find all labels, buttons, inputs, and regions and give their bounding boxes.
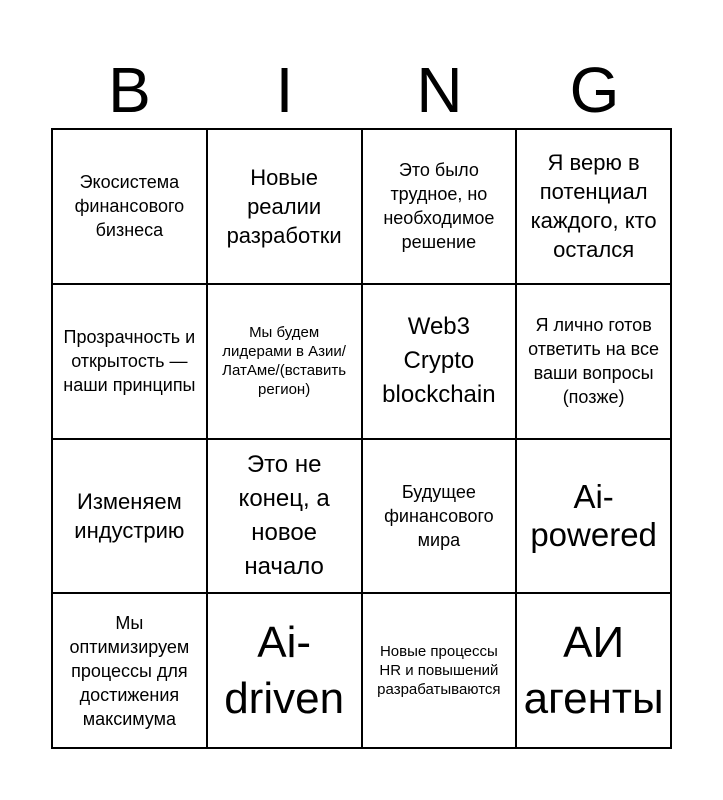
bingo-board xyxy=(51,128,672,749)
bingo-cell-text: Я лично готов ответить на все ваши вопросы (позже) xyxy=(528,315,660,408)
bingo-cell-r2c2[interactable] xyxy=(208,285,363,440)
bingo-cell-r4c1[interactable] xyxy=(53,594,208,749)
bingo-cell-r1c3[interactable] xyxy=(363,130,518,285)
bingo-cell-text: АИ агенты xyxy=(523,617,664,723)
bingo-cell-r1c4[interactable] xyxy=(517,130,672,285)
bingo-cell-text: Ai-powered xyxy=(530,477,657,553)
bingo-cell-r3c3[interactable] xyxy=(363,440,518,595)
bingo-cell-r3c4[interactable] xyxy=(517,440,672,595)
bingo-cell-text: Прозрачность и открытость — наши принципы xyxy=(63,327,196,396)
bingo-cell-text: Новые реалии разработки xyxy=(226,164,342,248)
bingo-cell-text: Я верю в потенциал каждого, кто остался xyxy=(530,150,657,263)
bingo-cell-r2c3[interactable] xyxy=(363,285,518,440)
bingo-cell-text: Экосистема финансового бизнеса xyxy=(74,172,185,241)
bingo-cell-text: Будущее финансового мира xyxy=(384,481,494,550)
header-letter-n: N xyxy=(416,54,463,126)
header-letter-g: G xyxy=(569,54,620,126)
bingo-cell-text: Это не конец, а новое начало xyxy=(238,450,330,580)
header-letter-i: I xyxy=(275,54,294,126)
bingo-cell-text: Ai-driven xyxy=(224,617,345,723)
bingo-cell-text: Это было трудное, но необходимое решение xyxy=(383,160,495,253)
bingo-cell-r2c1[interactable] xyxy=(53,285,208,440)
bingo-header xyxy=(52,52,672,128)
bingo-cell-r1c2[interactable] xyxy=(208,130,363,285)
bingo-cell-r4c4[interactable] xyxy=(517,594,672,749)
bingo-cell-text: Новые процессы HR и повышений разрабатываются xyxy=(377,643,501,699)
bingo-cell-r1c1[interactable] xyxy=(53,130,208,285)
bingo-cell-text: Web3 Crypto blockchain xyxy=(382,313,496,409)
header-letter-b: B xyxy=(108,54,151,126)
bingo-cell-r3c2[interactable] xyxy=(208,440,363,595)
bingo-cell-r4c2[interactable] xyxy=(208,594,363,749)
bingo-cell-r4c3[interactable] xyxy=(363,594,518,749)
bingo-cell-r3c1[interactable] xyxy=(53,440,208,595)
bingo-cell-text: Изменяем индустрию xyxy=(74,488,185,543)
bingo-cell-r2c4[interactable] xyxy=(517,285,672,440)
bingo-cell-text: Мы будем лидерами в Азии/ЛатАме/(вставить регион) xyxy=(222,324,347,399)
bingo-cell-text: Мы оптимизируем процессы для достижения максимума xyxy=(69,612,190,729)
